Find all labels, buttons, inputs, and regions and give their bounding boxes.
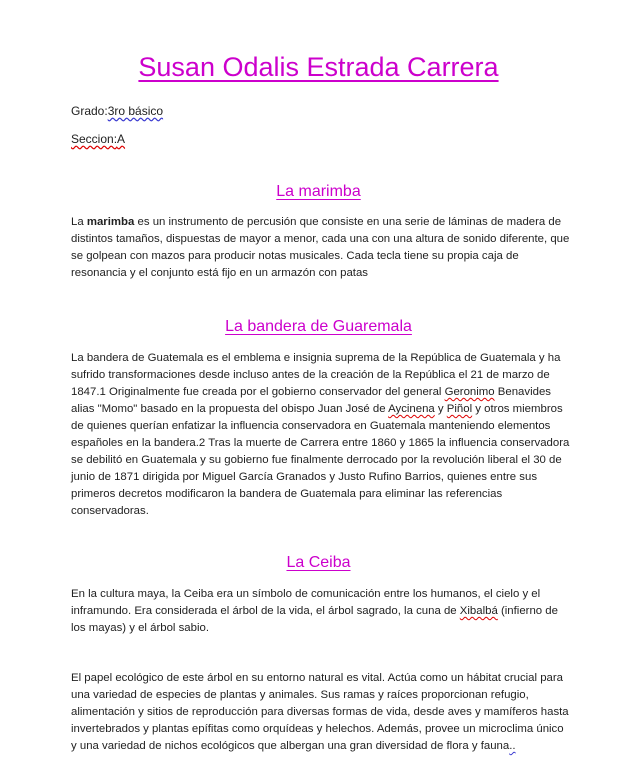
paragraph-bandera: [71, 350, 571, 520]
grado-value: 3ro básico: [107, 104, 164, 118]
paragraph-bandera-part3: y: [434, 403, 447, 415]
grado-line: [71, 104, 163, 118]
paragraph-bandera-part4: y otros miembros de quienes querían enfatizar la influencia conservadora en Guatemala manteniendo elementos españoles en la bandera.2 Tras la muerte de Carrera entre 1860 y 1865 la influencia conservadora se debilitó en Guatemala y su gobierno fue finalmente derrocado por la revolución liberal el 30 de junio de 1871 dirigida por Miguel García Granados y Justo Rufino Barrios, quienes entre sus primeros decretos modificaron la bandera de Guatemala para eliminar las referencias conservadoras.: [71, 403, 570, 517]
grado-label: Grado:: [71, 104, 108, 118]
paragraph-ceiba-xibalba: Xibalbá: [459, 605, 498, 617]
section-heading-bandera: La bandera de Guaremala: [225, 318, 412, 335]
paragraph-marimba-lead: La: [71, 216, 87, 228]
paragraph-bandera-aycinena: Aycinena: [388, 403, 435, 415]
seccion-value: A: [117, 132, 126, 146]
section-heading-bandera-container: [0, 318, 637, 336]
document-title: Susan Odalis Estrada Carrera: [138, 52, 499, 82]
paragraph-bandera-part2: Benavides alias "Momo" basado en la propuesta del obispo Juan José de: [71, 386, 551, 415]
document-title-container: [0, 52, 637, 83]
paragraph-bandera-geronimo: Geronimo: [444, 386, 495, 398]
paragraph-ceiba-1-part1: En la cultura maya, la Ceiba era un símbolo de comunicación entre los humanos, el cielo y el inframundo. Era considerada el árbol de la vida, el árbol sagrado, la cuna de: [71, 588, 541, 617]
paragraph-bandera-pinol: Piñol: [446, 403, 473, 415]
paragraph-ceiba-1: [71, 586, 571, 637]
paragraph-marimba-text: es un instrumento de percusión que consiste en una serie de láminas de madera de distintos tamaños, dispuestas de mayor a menor, cada una con una altura de sonido diferente, que se golpean con mazos para producir notas musicales. Cada tecla tiene su propia caja de resonancia y el conjunto está fijo en un armazón con patas: [71, 216, 570, 279]
section-heading-ceiba-container: [0, 554, 637, 572]
seccion-label: Seccion:: [71, 132, 118, 146]
paragraph-marimba-bold: marimba: [86, 216, 135, 228]
paragraph-ceiba-2: [71, 670, 571, 755]
paragraph-ceiba-2-text: El papel ecológico de este árbol en su entorno natural es vital. Actúa como un hábitat crucial para una variedad de especies de plantas y animales. Sus ramas y raíces proporcionan refugio, alimentación y sitios de reproducción para diversas formas de vida, desde aves y mamíferos hasta invertebrados y plantas epífitas como orquídeas y helechos. Además, provee un microclima único y una variedad de nichos ecológicos que albergan una gran diversidad de flora y fauna: [71, 672, 569, 752]
paragraph-ceiba-1-part2: (infierno de los mayas) y el árbol sabio.: [71, 605, 558, 634]
paragraph-ceiba-2-end: ..: [509, 740, 516, 752]
paragraph-marimba: [71, 214, 571, 282]
section-heading-marimba-container: [0, 183, 637, 201]
seccion-line: [71, 132, 125, 146]
section-heading-marimba: La marimba: [276, 183, 361, 200]
paragraph-bandera-part1: La bandera de Guatemala es el emblema e insignia suprema de la República de Guatemala y ha sufrido transformaciones desde incluso antes de la creación de la República el 21 de marzo de 1847.1 Originalmente fue creada por el gobierno conservador del general: [71, 352, 561, 398]
section-heading-ceiba: La Ceiba: [286, 554, 351, 571]
